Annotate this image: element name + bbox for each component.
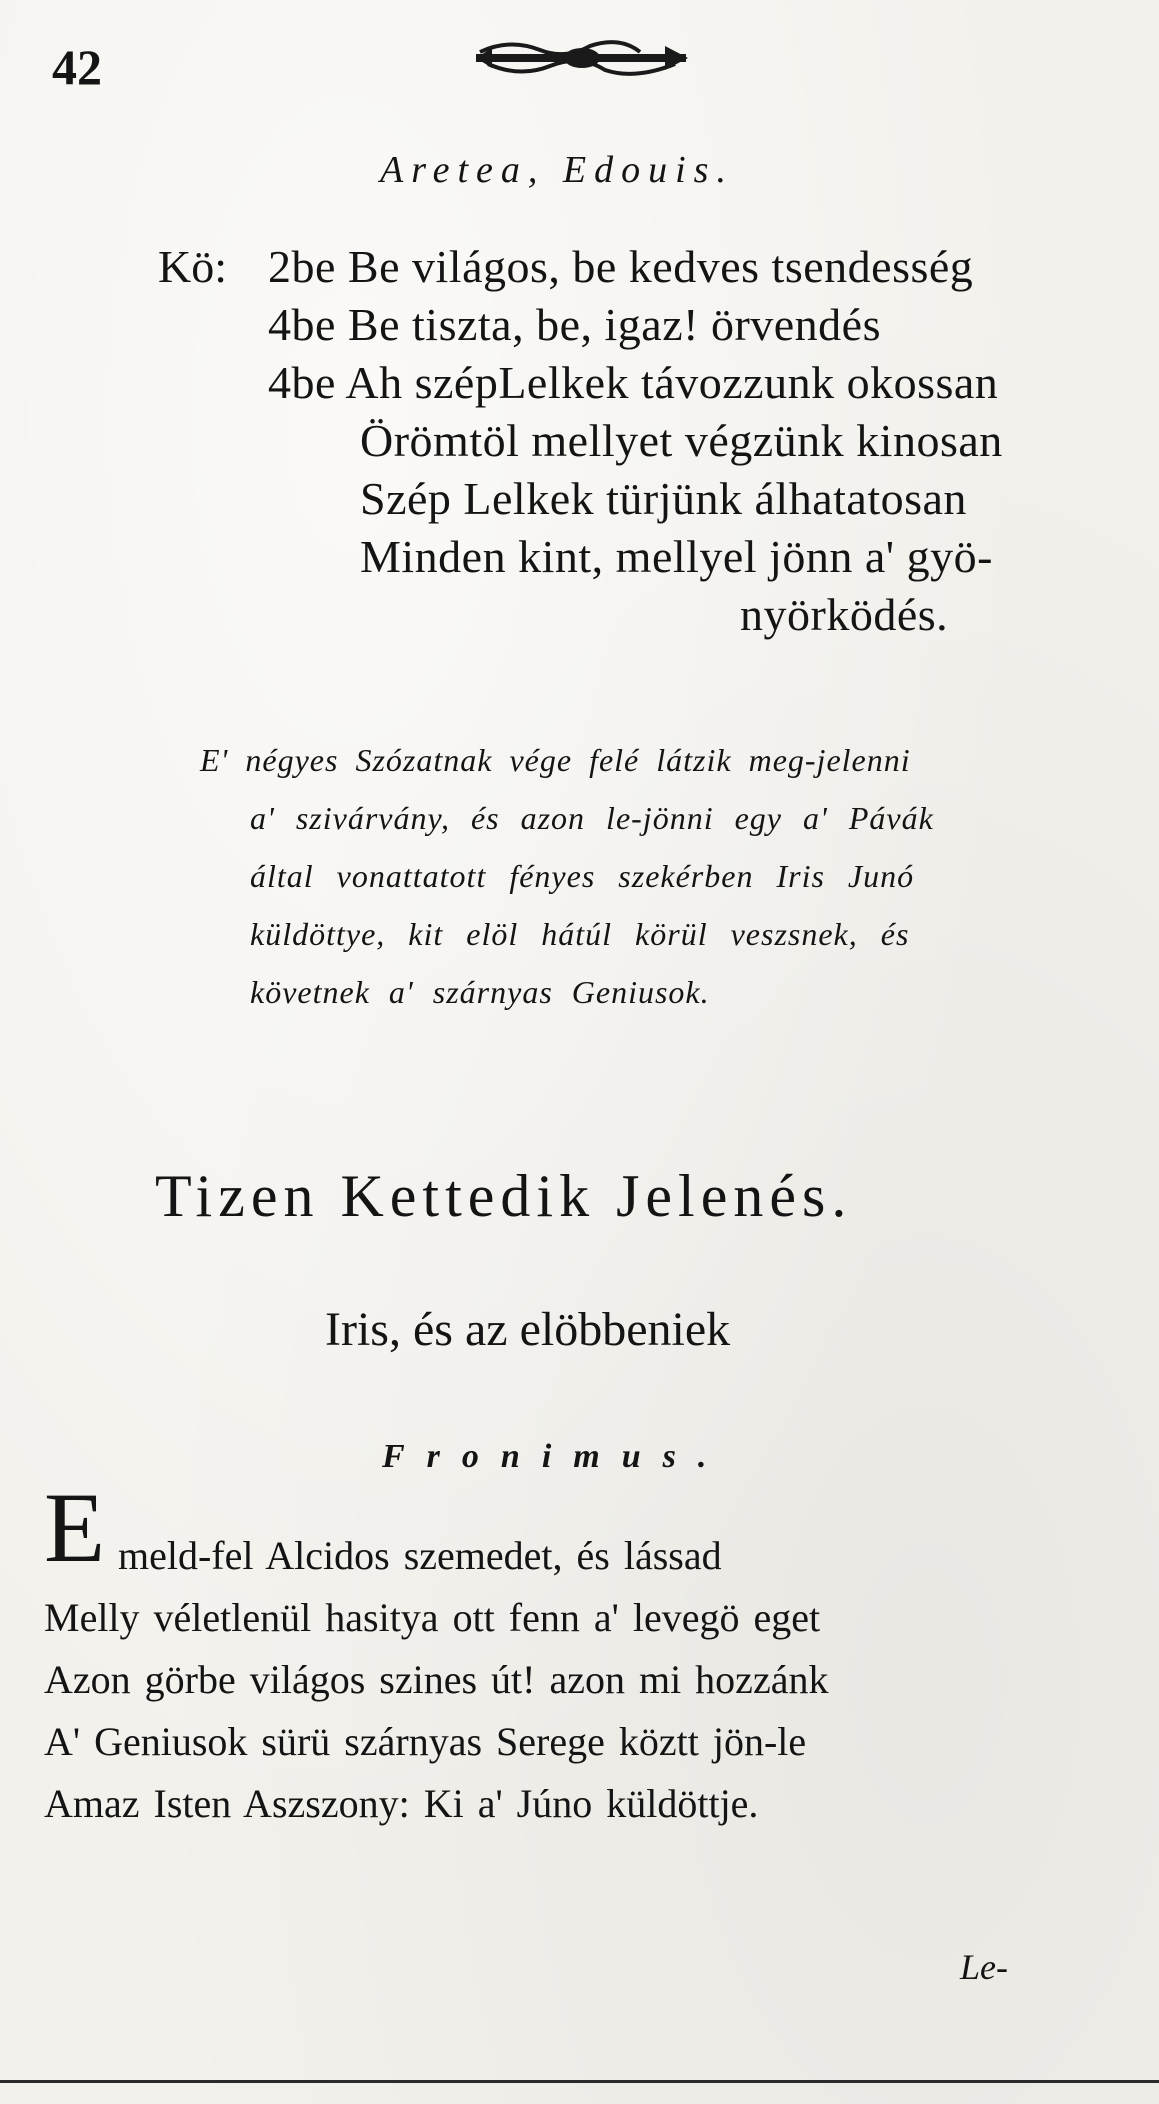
verse-line: 4be Be tiszta, be, igaz! örvendés xyxy=(268,299,881,350)
drop-cap: E xyxy=(44,1472,106,1583)
scene-subtitle: Iris, és az elöbbeniek xyxy=(325,1303,731,1356)
speech-line: Azon görbe világos szines út! azon mi hozzánk xyxy=(44,1657,829,1702)
verse-line: Minden kint, mellyel jönn a' gyö- xyxy=(360,531,993,582)
catchword: Le- xyxy=(960,1947,1008,1987)
stage-direction-line: küldöttye, kit elöl hátúl körül veszsnek, és xyxy=(250,916,910,952)
stage-direction-line: által vonattatott fényes szekérben Iris Junó xyxy=(250,858,915,894)
dialogue-speakers: Aretea, Edouis. xyxy=(380,149,734,191)
speech-line: Amaz Isten Aszszony: Ki a' Júno küldöttje. xyxy=(44,1781,759,1826)
scene-title: Tizen Kettedik Jelenés. xyxy=(155,1163,853,1229)
speaker-name: Fronimus. xyxy=(382,1438,729,1475)
speech-line: Melly véletlenül hasitya ott fenn a' levegö eget xyxy=(44,1595,821,1640)
stage-direction-line: a' szivárvány, és azon le-jönni egy a' Pávák xyxy=(250,800,934,836)
verse-line: Örömtöl mellyet végzünk kinosan xyxy=(360,415,1003,466)
stage-direction-line: követnek a' szárnyas Geniusok. xyxy=(250,974,710,1010)
page-number: 42 xyxy=(52,39,102,95)
page-edge-divider xyxy=(0,2080,1159,2083)
verse-line: nyörködés. xyxy=(740,589,949,640)
verse-line: 4be Ah szépLelkek távozzunk okossan xyxy=(268,357,999,408)
verse-line: Szép Lelkek türjünk álhatatosan xyxy=(360,473,967,524)
printers-ornament-icon xyxy=(470,34,695,82)
chorus-label: Kö: xyxy=(158,241,227,292)
verse-line: 2be Be világos, be kedves tsendesség xyxy=(268,241,974,292)
speech-line: A' Geniusok sürü szárnyas Serege köztt jön-le xyxy=(44,1719,807,1764)
stage-direction-line: E' négyes Szózatnak vége felé látzik meg-jelenni xyxy=(200,742,911,778)
speech-line: meld-fel Alcidos szemedet, és lássad xyxy=(118,1533,722,1578)
